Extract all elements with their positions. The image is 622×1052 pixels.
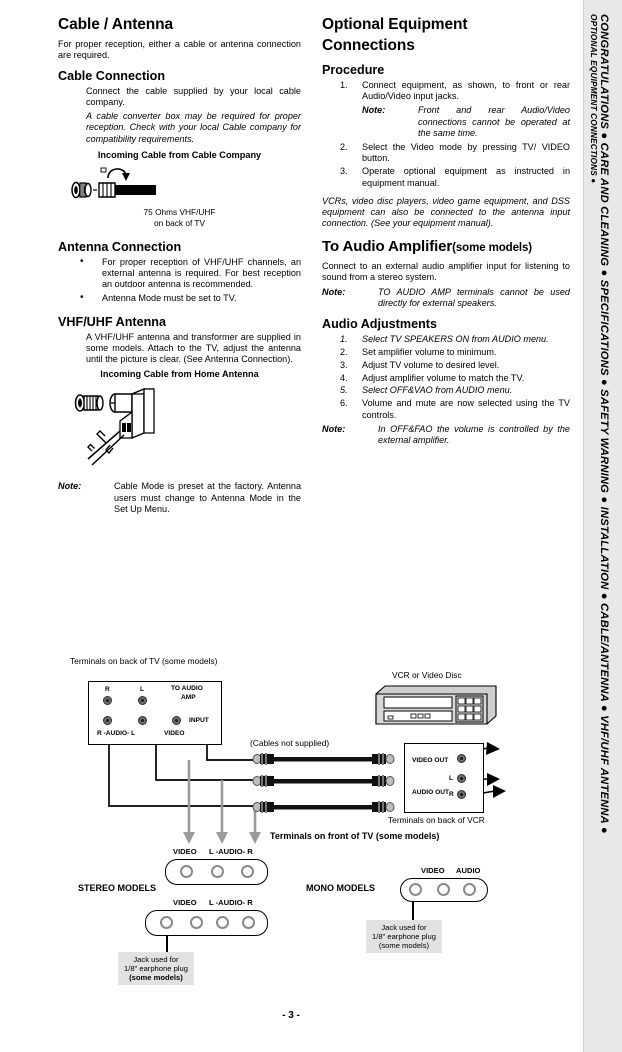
cable-connection-para-1: Connect the cable supplied by your local cable company. bbox=[86, 85, 301, 107]
rca-cable-illustrations bbox=[250, 748, 410, 838]
mono-models-label: MONO MODELS bbox=[306, 883, 375, 893]
list-item-number: 3. bbox=[340, 359, 348, 370]
vcr-label-l: L bbox=[449, 775, 454, 782]
cable-connection-heading: Cable Connection bbox=[58, 68, 166, 83]
tv-back-jack-audio-r-out bbox=[103, 696, 112, 705]
audio-adjustments-step-list bbox=[322, 334, 570, 421]
coax-connector-figure bbox=[58, 162, 301, 206]
tv-back-jack-audio-r-in bbox=[103, 716, 112, 725]
list-item-text: Select OFF&VAO from AUDIO menu. bbox=[362, 385, 513, 396]
bullet-icon: • bbox=[80, 291, 84, 303]
mono-video-label: VIDEO bbox=[421, 866, 445, 875]
cable-antenna-intro: For proper reception, either a cable or antenna connection are required. bbox=[58, 39, 301, 61]
list-item-text: Connect equipment, as shown, to front or rear Audio/Video input jacks. bbox=[362, 79, 570, 101]
rca-cable-3 bbox=[253, 801, 394, 813]
stereo-bottom-audio-label: L -AUDIO- R bbox=[209, 898, 253, 907]
tv-front-stereo-strip-bottom bbox=[145, 910, 268, 936]
vhf-uhf-antenna-para: A VHF/UHF antenna and transformer are supplied in some models. Attach to the TV, adjust the antenna until the picture is clear. (See Antenna Connection). bbox=[86, 331, 301, 365]
rca-cable-2 bbox=[253, 775, 394, 787]
tv-back-terminal-panel bbox=[88, 681, 222, 745]
list-item bbox=[58, 293, 301, 304]
tv-back-label-l-top: L bbox=[140, 686, 145, 693]
vcr-back-terminal-panel bbox=[404, 743, 484, 813]
incoming-cable-from-cable-company-title: Incoming Cable from Cable Company bbox=[97, 149, 262, 160]
cable-connection-para-2: A cable converter box may be required for proper reception. Check with your local Cable company for compatibility requirements. bbox=[86, 111, 301, 144]
audio-amp-note bbox=[322, 287, 570, 310]
connection-diagram bbox=[0, 648, 582, 1008]
list-item-number: 5. bbox=[340, 385, 348, 396]
tv-back-jack-video-in bbox=[172, 716, 181, 725]
list-item bbox=[322, 334, 570, 345]
antenna-transformer-icon bbox=[58, 381, 188, 471]
list-item-text: Select the Video mode by pressing TV/ VIDEO button. bbox=[362, 142, 570, 164]
mono-audio-label: AUDIO bbox=[456, 866, 481, 875]
list-item-number: 4. bbox=[340, 372, 348, 383]
list-item-number: 2. bbox=[340, 142, 348, 153]
stereo-top-audio-label: L -AUDIO- R bbox=[209, 847, 253, 856]
antenna-transformer-figure bbox=[58, 381, 301, 471]
stereo-bottom-video-label: VIDEO bbox=[173, 898, 197, 907]
audio-adjustments-note bbox=[322, 424, 570, 447]
coax-caption-line-1: 75 Ohms VHF/UHF bbox=[143, 206, 216, 217]
mono-jack-audio bbox=[463, 883, 476, 896]
page-number: - 3 - bbox=[282, 1010, 300, 1021]
optional-equipment-heading-line-1: Optional Equipment bbox=[322, 16, 468, 33]
list-item-text: Select TV SPEAKERS ON from AUDIO menu. bbox=[362, 334, 549, 345]
right-text-column bbox=[322, 16, 570, 449]
mono-jack-video bbox=[437, 883, 450, 896]
tv-back-jack-audio-l-out bbox=[138, 696, 147, 705]
vcr-jack-video-out bbox=[457, 754, 466, 763]
left-text-column bbox=[58, 16, 301, 518]
list-item bbox=[322, 347, 570, 358]
vcr-back-caption: Terminals on back of VCR bbox=[388, 815, 485, 825]
list-item-number: 3. bbox=[340, 166, 348, 177]
tv-back-title: Terminals on back of TV (some models) bbox=[70, 656, 218, 666]
front-jack-video-top bbox=[180, 865, 193, 878]
incoming-cable-from-home-antenna-title: Incoming Cable from Home Antenna bbox=[100, 369, 259, 380]
mono-earphone-callout bbox=[366, 920, 442, 953]
vcr-label-r: R bbox=[449, 791, 454, 798]
tv-front-mono-strip bbox=[400, 878, 488, 902]
vcr-label-audio-out: AUDIO OUT bbox=[412, 789, 449, 796]
front-jack-audio-l-bottom bbox=[216, 916, 229, 929]
list-item bbox=[322, 142, 570, 165]
tv-back-label-amp: AMP bbox=[181, 694, 196, 701]
to-audio-amplifier-heading bbox=[322, 238, 570, 256]
list-item bbox=[322, 373, 570, 384]
procedure-heading: Procedure bbox=[322, 62, 385, 77]
to-audio-amplifier-heading-qualifier: (some models) bbox=[452, 242, 532, 255]
list-item-text: Set amplifier volume to minimum. bbox=[362, 347, 497, 358]
vcr-jack-audio-l bbox=[457, 774, 466, 783]
audio-amp-para: Connect to an external audio amplifier input for listening to sound from a stereo system. bbox=[322, 261, 570, 283]
stereo-callout-line-2: 1/8" earphone plug bbox=[124, 964, 188, 973]
vcr-equipment-para: VCRs, video disc players, video game equipment, and DSS equipment can also be connected to the antenna input connection. (See your equipment manual). bbox=[322, 195, 570, 229]
vcr-jack-audio-r bbox=[457, 790, 466, 799]
to-audio-amplifier-heading-text: To Audio Amplifier bbox=[322, 238, 453, 256]
list-item bbox=[322, 166, 570, 189]
cable-mode-note bbox=[58, 481, 301, 515]
stereo-models-label: STEREO MODELS bbox=[78, 883, 157, 893]
list-item-text: For proper reception of VHF/UHF channels, an external antenna is required. For best reception an outdoor antenna is recommended. bbox=[102, 256, 301, 290]
procedure-inline-note bbox=[322, 105, 570, 139]
antenna-connection-bullet-list bbox=[58, 257, 301, 304]
stereo-top-video-label: VIDEO bbox=[173, 847, 197, 856]
note-text: Front and rear Audio/Video connections cannot be operated at the same time. bbox=[418, 105, 570, 138]
note-label: Note: bbox=[322, 423, 346, 434]
rca-cable-1 bbox=[253, 753, 394, 765]
stereo-earphone-callout bbox=[118, 952, 194, 985]
tv-back-label-input: INPUT bbox=[189, 717, 209, 724]
note-text: In OFF&FAO the volume is controlled by the external amplifier. bbox=[378, 423, 570, 446]
vhf-uhf-antenna-heading: VHF/UHF Antenna bbox=[58, 314, 166, 329]
tv-front-title: Terminals on front of TV (some models) bbox=[270, 831, 440, 841]
list-item-text: Volume and mute are now selected using the TV controls. bbox=[362, 398, 570, 420]
front-jack-audio-r-bottom bbox=[242, 916, 255, 929]
note-label: Note: bbox=[322, 286, 346, 297]
cables-not-supplied-label: (Cables not supplied) bbox=[250, 738, 330, 748]
vcr-title: VCR or Video Disc bbox=[392, 670, 462, 680]
mono-callout-line-2: 1/8" earphone plug bbox=[372, 932, 436, 941]
list-item-number: 1. bbox=[340, 79, 348, 90]
list-item bbox=[322, 385, 570, 396]
front-jack-video-bottom bbox=[190, 916, 203, 929]
list-item bbox=[322, 80, 570, 103]
mono-callout-line-1: Jack used for bbox=[381, 923, 427, 932]
stereo-callout-line-3: (some models) bbox=[129, 973, 183, 982]
note-label: Note: bbox=[58, 481, 82, 492]
note-label: Note: bbox=[362, 105, 386, 116]
coax-caption-line-2: on back of TV bbox=[153, 217, 206, 228]
note-text: TO AUDIO AMP terminals cannot be used directly for external speakers. bbox=[378, 286, 570, 308]
procedure-step-list bbox=[322, 80, 570, 103]
section-tab-sub-label: OPTIONAL EQUIPMENT CONNECTIONS ● bbox=[589, 14, 598, 184]
list-item-number: 6. bbox=[340, 398, 348, 409]
vcr-unit-icon bbox=[375, 685, 497, 727]
mono-jack-earphone bbox=[409, 883, 422, 896]
tv-back-jack-audio-l-in bbox=[138, 716, 147, 725]
front-jack-audio-l-top bbox=[211, 865, 224, 878]
front-jack-earphone bbox=[160, 916, 173, 929]
bullet-icon: • bbox=[80, 255, 84, 267]
procedure-step-list-cont bbox=[322, 142, 570, 189]
vcr-label-video-out: VIDEO OUT bbox=[412, 757, 449, 764]
list-item-text: Adjust amplifier volume to match the TV. bbox=[362, 372, 525, 383]
antenna-connection-heading: Antenna Connection bbox=[58, 239, 182, 254]
stereo-callout-line-1: Jack used for bbox=[133, 955, 179, 964]
section-tab-main-label: CONGRATULATIONS ● CARE AND CLEANING ● SPECIFICATIONS ● SAFETY WARNING ● INSTALLATION ● CABLE/ANTENNA ● VHF/UHF ANTENNA ● bbox=[598, 14, 610, 834]
list-item-text: Operate optional equipment as instructed in equipment manual. bbox=[362, 166, 570, 188]
section-tab-strip bbox=[583, 0, 622, 1052]
tv-back-label-to-audio: TO AUDIO bbox=[171, 685, 203, 692]
optional-equipment-heading-line-2: Connections bbox=[322, 37, 415, 55]
cable-antenna-heading: Cable / Antenna bbox=[58, 16, 174, 33]
list-item-number: 1. bbox=[340, 334, 348, 345]
mono-callout-line-3: (some models) bbox=[378, 941, 430, 950]
tv-back-label-r-top: R bbox=[105, 686, 110, 693]
tv-back-label-video: VIDEO bbox=[164, 730, 185, 737]
tv-back-label-audio-row: R -AUDIO- L bbox=[97, 730, 136, 737]
list-item-text: Adjust TV volume to desired level. bbox=[362, 359, 500, 370]
front-jack-audio-r-top bbox=[241, 865, 254, 878]
audio-adjustments-heading: Audio Adjustments bbox=[322, 317, 437, 332]
list-item bbox=[58, 257, 301, 291]
coax-connector-icon bbox=[58, 162, 178, 206]
tv-front-stereo-strip-top bbox=[165, 859, 268, 885]
list-item-text: Antenna Mode must be set to TV. bbox=[102, 292, 237, 303]
list-item bbox=[322, 398, 570, 421]
list-item-number: 2. bbox=[340, 347, 348, 358]
note-text: Cable Mode is preset at the factory. Antenna users must change to Antenna Mode in the Set Up Menu. bbox=[114, 481, 301, 515]
list-item bbox=[322, 360, 570, 371]
